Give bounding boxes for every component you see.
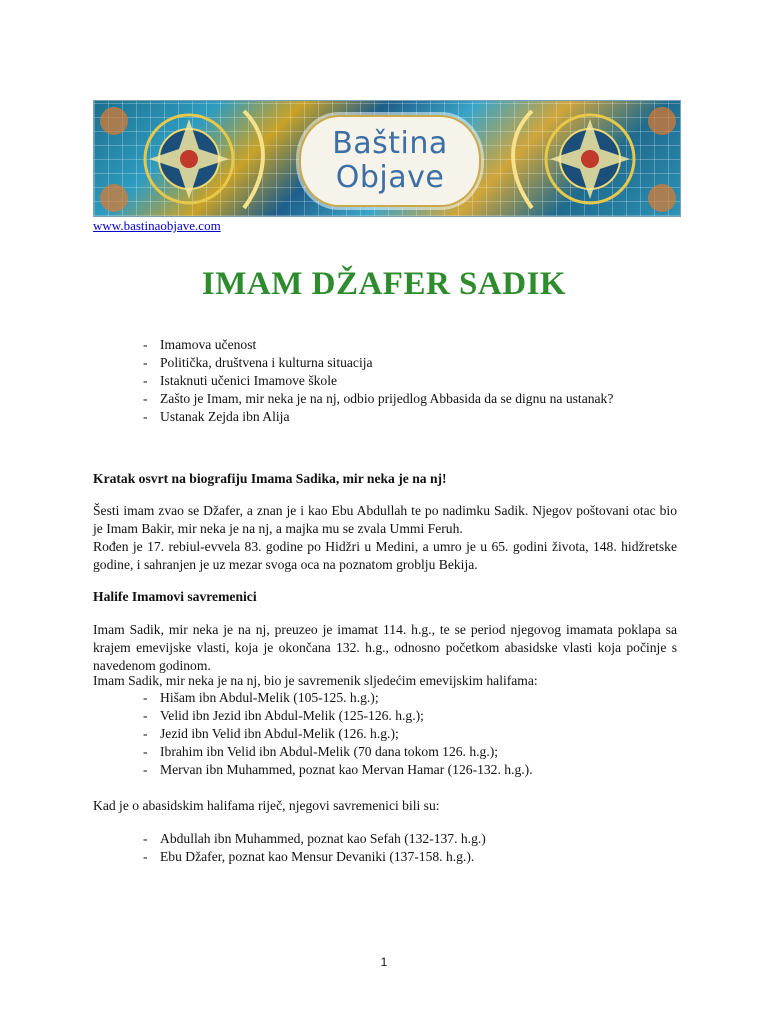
website-link[interactable]: www.bastinaobjave.com bbox=[93, 218, 221, 233]
bastina-objave-banner bbox=[93, 100, 681, 217]
umayyad-caliphs-list bbox=[144, 689, 676, 779]
list-marker: - bbox=[143, 391, 148, 406]
list-marker: - bbox=[143, 762, 148, 777]
birth-paragraph: Rođen je 17. rebiul-evvela 83. godine po Hidžri u Medini, a umro je u 65. godini života, 148. hidžretske godine, i sahranjen je uz mezar svoga oca na poznatom groblju Bekija. bbox=[93, 539, 677, 572]
biography-paragraph: Šesti imam zvao se Džafer, a znan je i kao Ebu Abdullah te po nadimku Sadik. Njegov poštovani otac bio je Imam Bakir, mir neka je na nj, a majka mu se zvala Ummi Feruh. bbox=[93, 503, 677, 536]
list-item: - Ebu Džafer, poznat kao Mensur Devaniki (137-158. h.g.). bbox=[143, 849, 475, 864]
list-marker: - bbox=[143, 355, 148, 370]
list-marker: - bbox=[143, 744, 148, 759]
abbasid-intro: Kad je o abasidskim halifama riječ, njegovi savremenici bili su: bbox=[93, 798, 440, 813]
section-heading: Kratak osvrt na biografiju Imama Sadika, mir neka je na nj! bbox=[93, 471, 447, 486]
list-item: - Mervan ibn Muhammed, poznat kao Mervan Hamar (126-132. h.g.). bbox=[143, 762, 533, 777]
section-heading: Halife Imamovi savremenici bbox=[93, 589, 257, 604]
banner-title-line2: Objave bbox=[335, 160, 445, 195]
list-marker: - bbox=[143, 337, 148, 352]
list-item: - Ustanak Zejda ibn Alija bbox=[143, 409, 290, 424]
page-number: 1 bbox=[380, 955, 388, 969]
list-marker: - bbox=[143, 690, 148, 705]
abbasid-caliphs-list bbox=[144, 830, 676, 866]
banner-title-line1: Baština bbox=[332, 126, 448, 161]
list-marker: - bbox=[143, 726, 148, 741]
list-item: - Zašto je Imam, mir neka je na nj, odbio prijedlog Abbasida da se dignu na ustanak? bbox=[143, 391, 614, 406]
list-marker: - bbox=[143, 849, 148, 864]
biography-section bbox=[93, 470, 677, 488]
list-item: - Hišam ibn Abdul-Melik (105-125. h.g.); bbox=[143, 690, 379, 705]
contents-list bbox=[144, 336, 676, 426]
list-marker: - bbox=[143, 708, 148, 723]
document-title: IMAM DŽAFER SADIK bbox=[201, 266, 567, 302]
list-marker: - bbox=[143, 831, 148, 846]
umayyad-intro: Imam Sadik, mir neka je na nj, bio je savremenik sljedećim emevijskim halifama: bbox=[93, 673, 538, 688]
list-marker: - bbox=[143, 373, 148, 388]
list-item: - Politička, društvena i kulturna situacija bbox=[143, 355, 373, 370]
banner-cartouche bbox=[299, 115, 481, 207]
list-marker: - bbox=[143, 409, 148, 424]
list-item: - Ibrahim ibn Velid ibn Abdul-Melik (70 dana tokom 126. h.g.); bbox=[143, 744, 499, 759]
list-item: - Jezid ibn Velid ibn Abdul-Melik (126. h.g.); bbox=[143, 726, 399, 741]
list-item: - Imamova učenost bbox=[143, 337, 257, 352]
list-item: - Abdullah ibn Muhammed, poznat kao Sefah (132-137. h.g.) bbox=[143, 831, 486, 846]
imamate-paragraph: Imam Sadik, mir neka je na nj, preuzeo je imamat 114. h.g., te se period njegovog imamata poklapa sa krajem emevijske vlasti, koja je okončana 132. h.g., odnosno početkom abasidske vlasti koja počinje s navedenom godinom. bbox=[93, 622, 677, 673]
list-item: - Istaknuti učenici Imamove škole bbox=[143, 373, 338, 388]
caliphs-section bbox=[93, 588, 677, 606]
list-item: - Velid ibn Jezid ibn Abdul-Melik (125-126. h.g.); bbox=[143, 708, 424, 723]
